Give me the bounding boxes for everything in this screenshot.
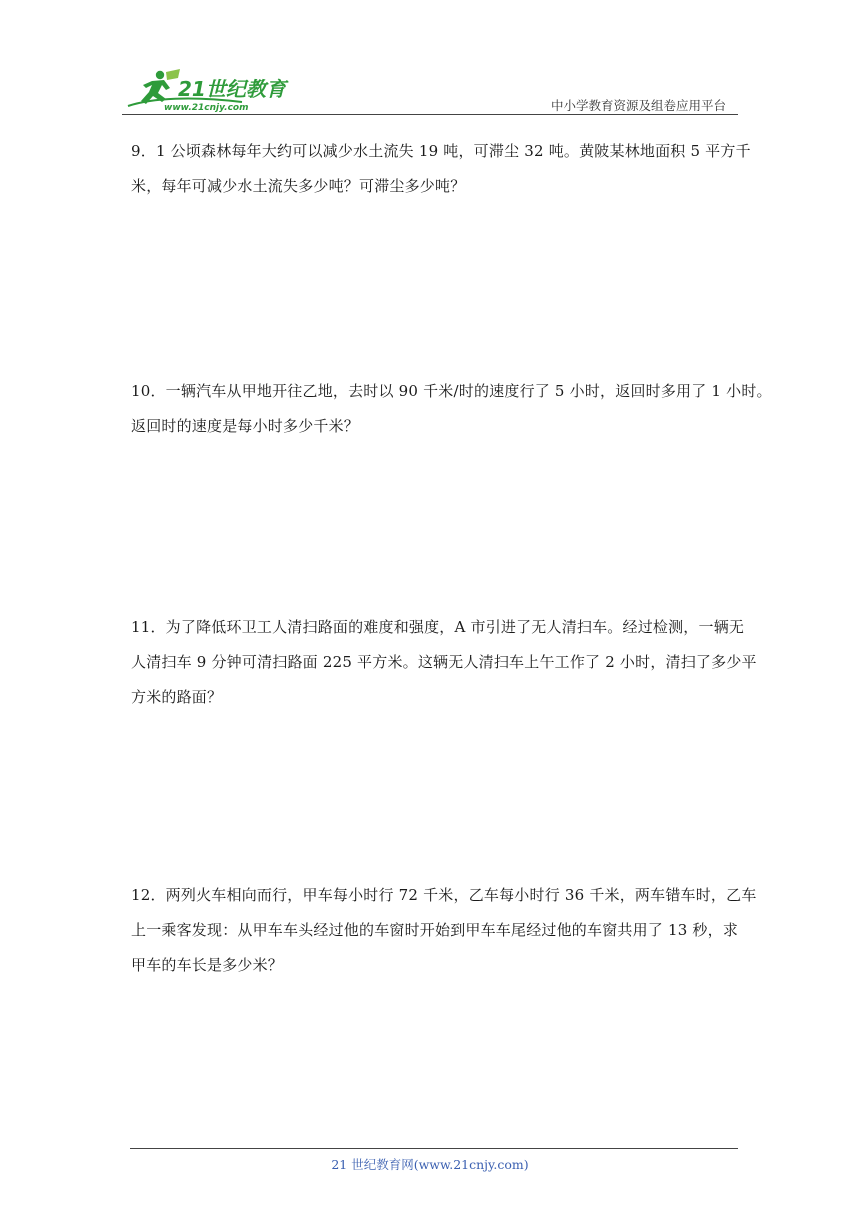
footer-source-link[interactable]: 21 世纪教育网(www.21cnjy.com)	[331, 1157, 529, 1172]
question-12	[131, 878, 757, 983]
question-line: 方米的路面？	[131, 688, 223, 706]
platform-tagline: 中小学教育资源及组卷应用平台	[550, 98, 726, 113]
runner-logo-icon	[122, 66, 297, 114]
question-line: 米，每年可减少水土流失多少吨？可滞尘多少吨？	[131, 177, 466, 195]
question-line: 甲车的车长是多少米？	[131, 956, 284, 974]
page-header	[122, 66, 738, 116]
question-line: 11．为了降低环卫工人清扫路面的难度和强度，A 市引进了无人清扫车。经过检测，一辆无	[131, 618, 745, 636]
svg-text:www.21cnjy.com: www.21cnjy.com	[164, 103, 249, 113]
question-line: 10．一辆汽车从甲地开往乙地，去时以 90 千米/时的速度行了 5 小时，返回时多用了 1 小时。	[131, 382, 772, 400]
question-11	[131, 610, 757, 715]
footer-divider	[130, 1148, 738, 1149]
question-line: 返回时的速度是每小时多少千米？	[131, 417, 360, 435]
question-line: 9．1 公顷森林每年大约可以减少水土流失 19 吨，可滞尘 32 吨。黄陂某林地面积 5 平方千	[131, 142, 751, 160]
question-10	[131, 374, 772, 444]
svg-text:21世纪教育: 21世纪教育	[178, 77, 286, 101]
header-divider	[122, 114, 738, 115]
question-line: 上一乘客发现：从甲车车头经过他的车窗时开始到甲车车尾经过他的车窗共用了 13 秒，求	[131, 921, 739, 939]
question-line: 人清扫车 9 分钟可清扫路面 225 平方米。这辆无人清扫车上午工作了 2 小时，清扫了多少平	[131, 653, 757, 671]
brand-logo	[122, 66, 297, 114]
question-line: 12．两列火车相向而行，甲车每小时行 72 千米，乙车每小时行 36 千米，两车错车时，乙车	[131, 886, 757, 904]
question-9	[131, 134, 751, 204]
